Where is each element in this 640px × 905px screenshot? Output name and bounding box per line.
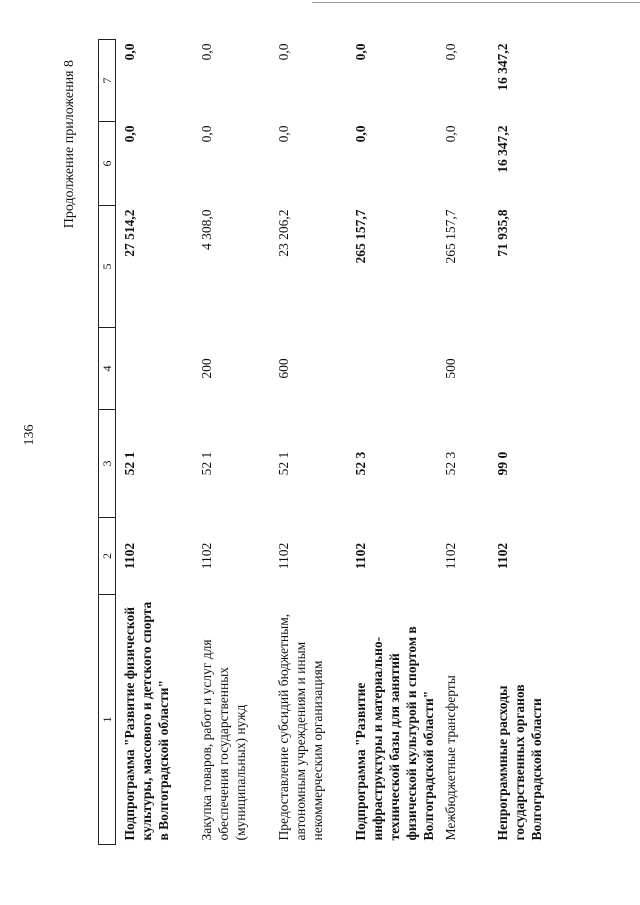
amount-col6-cell: 16 347,2 (495, 125, 511, 173)
expense-type-cell (347, 328, 437, 410)
amount-col7-cell: 0,0 (276, 43, 291, 61)
expense-type-cell (116, 328, 194, 410)
amount-col6-cell: 0,0 (122, 125, 137, 143)
table-header-row (99, 40, 116, 845)
target-code-cell: 52 3 (353, 451, 368, 476)
expense-type-cell (489, 328, 553, 410)
section-code-cell: 1102 (443, 542, 459, 570)
amount-col6-cell: 0,0 (199, 125, 214, 143)
item-name-cell: Закупка товаров, работ и услуг для обеспечения государственных (муниципальных) нужд (199, 639, 248, 841)
target-code-cell: 52 1 (276, 451, 291, 476)
amount-col5-cell: 27 514,2 (122, 209, 137, 257)
table-row (437, 40, 489, 845)
amount-col5-cell: 71 935,8 (495, 209, 511, 257)
table-row (116, 40, 194, 845)
item-name-cell: Предоставление субсидий бюджетным, автономным учреждениям и иным некоммерческим организациям (276, 613, 325, 841)
section-code-cell: 1102 (276, 542, 291, 570)
table-row (270, 40, 347, 845)
amount-col6-cell: 0,0 (276, 125, 291, 143)
column-header: 6 (99, 122, 116, 206)
amount-col6-cell: 0,0 (443, 125, 459, 143)
table-row (193, 40, 270, 845)
column-header: 5 (99, 206, 116, 328)
expense-type-cell: 500 (443, 358, 459, 379)
target-code-cell: 52 1 (122, 451, 137, 476)
section-code-cell: 1102 (495, 542, 511, 570)
column-header: 2 (99, 518, 116, 595)
column-header: 3 (99, 410, 116, 518)
item-name-cell: Подпрограмма "Развитие инфраструктуры и материально-технической базы для занятий физической культурой и спортом в Волгоградской области" (353, 626, 436, 841)
amount-col5-cell: 265 157,7 (443, 209, 459, 264)
amount-col7-cell: 0,0 (353, 43, 368, 61)
item-name-cell: Межбюджетные трансферты (443, 675, 459, 841)
item-name-cell: Подпрограмма "Развитие физической культуры, массового и детского спорта в Волгоградской области" (122, 601, 171, 841)
page-number: 136 (22, 424, 37, 446)
section-code-cell: 1102 (122, 542, 137, 570)
expense-type-cell: 200 (199, 358, 214, 379)
column-header: 7 (99, 40, 116, 122)
table-row (489, 40, 553, 845)
column-header: 1 (99, 595, 116, 845)
amount-col6-cell: 0,0 (353, 125, 368, 143)
amount-col7-cell: 0,0 (443, 43, 459, 61)
amount-col7-cell: 16 347,2 (495, 43, 511, 91)
column-header: 4 (99, 328, 116, 410)
section-code-cell: 1102 (199, 542, 214, 570)
target-code-cell: 52 1 (199, 451, 214, 476)
section-code-cell: 1102 (353, 542, 368, 570)
budget-table (98, 39, 553, 845)
amount-col7-cell: 0,0 (122, 43, 137, 61)
amount-col5-cell: 4 308,0 (199, 209, 214, 250)
expense-type-cell: 600 (276, 358, 291, 379)
target-code-cell: 99 0 (495, 451, 511, 476)
item-name-cell: Непрограммные расходы государственных органов Волгоградской области (495, 684, 545, 841)
table-row (347, 40, 437, 845)
amount-col5-cell: 265 157,7 (353, 209, 368, 264)
target-code-cell: 52 3 (443, 451, 459, 476)
appendix-continuation-label: Продолжение приложения 8 (62, 60, 77, 229)
amount-col5-cell: 23 206,2 (276, 209, 291, 257)
amount-col7-cell: 0,0 (199, 43, 214, 61)
